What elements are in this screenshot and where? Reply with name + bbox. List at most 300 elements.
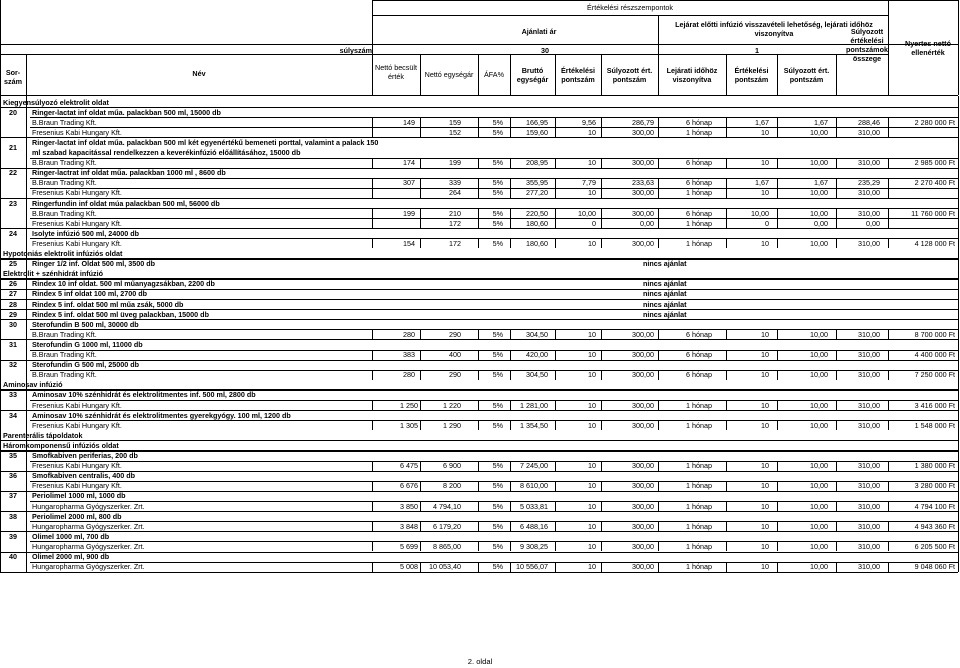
col-divider — [510, 127, 511, 137]
netto-becsult: 6 475 — [400, 461, 418, 471]
col-divider — [726, 188, 727, 198]
brutto: 277,20 — [526, 188, 548, 198]
vendor-name: Fresenius Kabi Hungary Kft. — [32, 188, 122, 198]
row-divider — [0, 390, 958, 391]
lejarat: 1 hónap — [686, 541, 712, 551]
col-divider — [658, 178, 659, 188]
vendor-name: Fresenius Kabi Hungary Kft. — [32, 461, 122, 471]
row-divider — [0, 511, 958, 512]
row-divider — [30, 218, 958, 219]
col-divider — [601, 501, 602, 511]
col-divider — [372, 350, 373, 360]
col-divider — [726, 541, 727, 551]
item-name: Ringer-lactat inf oldat műa. palackban 500 ml, 15000 db — [32, 107, 221, 117]
nyertes-ellenertek: 8 700 000 Ft — [914, 329, 955, 339]
col-divider — [777, 370, 778, 380]
row-divider — [30, 158, 958, 159]
lejarat: 6 hónap — [686, 329, 712, 339]
ertekelesi-1: 10 — [588, 329, 596, 339]
sulyozott-1: 300,00 — [632, 188, 654, 198]
row-divider — [0, 451, 958, 452]
sulyszam-ar: 30 — [541, 46, 549, 55]
item-name: Smofkabiven centralis, 400 db — [32, 471, 136, 481]
col-divider — [777, 117, 778, 127]
header-subgroup-line — [372, 15, 888, 16]
col-divider — [420, 127, 421, 137]
item-number: 40 — [9, 552, 17, 562]
item-name: Rindex 5 inf. oldat 500 ml üveg palackban, 15000 db — [32, 309, 209, 319]
col-divider — [726, 238, 727, 248]
sulyozott-2: 10,00 — [810, 238, 828, 248]
col-divider — [478, 521, 479, 531]
row-divider — [0, 168, 958, 169]
row-divider — [30, 238, 958, 239]
row-divider — [0, 410, 958, 411]
col-divider — [601, 420, 602, 430]
ertekelesi-2: 10 — [761, 158, 769, 168]
sulyozott-2: 1,67 — [814, 117, 828, 127]
col-divider — [888, 562, 889, 572]
brutto: 9 308,25 — [520, 541, 548, 551]
sulyozott-1: 300,00 — [632, 501, 654, 511]
col-divider — [555, 501, 556, 511]
ertekelesi-2: 10 — [761, 481, 769, 491]
col-divider — [726, 501, 727, 511]
col-divider — [420, 501, 421, 511]
brutto: 7 245,00 — [520, 461, 548, 471]
header-netto-becsult: Nettó becsült érték — [375, 63, 417, 81]
col-divider — [836, 420, 837, 430]
col-divider — [836, 521, 837, 531]
lejarat: 1 hónap — [686, 188, 712, 198]
header-afa: ÁFA% — [484, 70, 504, 79]
col-divider — [726, 481, 727, 491]
ertekelesi-1: 10 — [588, 188, 596, 198]
nyertes-ellenertek: 3 416 000 Ft — [914, 400, 955, 410]
col-divider — [555, 117, 556, 127]
row-divider — [0, 339, 958, 340]
col-divider — [888, 420, 889, 430]
col-divider — [420, 370, 421, 380]
sulyozott-2: 10,00 — [810, 158, 828, 168]
sulyozott-osszeg: 310,00 — [858, 238, 880, 248]
lejarat: 1 hónap — [686, 461, 712, 471]
lejarat: 6 hónap — [686, 350, 712, 359]
sulyozott-osszeg: 310,00 — [858, 158, 880, 168]
lejarat: 1 hónap — [686, 521, 712, 531]
col-divider — [478, 541, 479, 551]
col-divider — [420, 420, 421, 430]
sulyozott-osszeg: 310,00 — [858, 541, 880, 551]
col-divider — [658, 117, 659, 127]
col-divider — [836, 562, 837, 572]
brutto: 166,95 — [526, 117, 548, 127]
ertekelesi-2: 10 — [761, 541, 769, 551]
item-name: Ringerfundin inf oldat múa palackban 500 ml, 56000 db — [32, 198, 220, 208]
sulyozott-osszeg: 310,00 — [858, 400, 880, 410]
col-divider — [478, 501, 479, 511]
sulyozott-1: 300,00 — [632, 350, 654, 359]
item-name: Rindex 5 inf oldat 100 ml, 2700 db — [32, 289, 148, 299]
col-divider — [601, 350, 602, 360]
netto-egysegar: 172 — [449, 218, 461, 228]
netto-egysegar: 210 — [449, 208, 461, 218]
sulyozott-osszeg: 310,00 — [858, 420, 880, 430]
col-divider — [726, 400, 727, 410]
item-number: 33 — [9, 390, 17, 400]
sulyozott-1: 300,00 — [632, 420, 654, 430]
header-nyertes: Nyertes nettó ellenérték — [905, 39, 951, 57]
col-divider — [658, 461, 659, 471]
item-name: Periolimel 1000 ml, 1000 db — [32, 491, 126, 501]
col-divider — [777, 481, 778, 491]
lejarat: 6 hónap — [686, 178, 712, 188]
vendor-name: Hungaropharma Gyógyszerker. Zrt. — [32, 521, 145, 531]
netto-egysegar: 264 — [449, 188, 461, 198]
brutto: 5 033,81 — [520, 501, 548, 511]
row-divider — [30, 461, 958, 462]
item-number: 34 — [9, 410, 17, 420]
item-number: 22 — [9, 168, 17, 178]
sulyozott-osszeg: 310,00 — [858, 461, 880, 471]
sulyozott-1: 233,63 — [632, 178, 654, 188]
col-divider — [510, 461, 511, 471]
col-divider — [777, 521, 778, 531]
sulyozott-1: 300,00 — [632, 562, 654, 572]
row-divider — [0, 531, 958, 532]
sulyozott-2: 10,00 — [810, 127, 828, 137]
item-name: Smofkabiven periferias, 200 db — [32, 451, 138, 460]
ertekelesi-1: 9,56 — [582, 117, 596, 127]
col-divider — [601, 370, 602, 380]
vendor-name: B.Braun Trading Kft. — [32, 208, 97, 218]
col-divider — [478, 178, 479, 188]
row-divider — [0, 471, 958, 472]
ertekelesi-1: 10 — [588, 501, 596, 511]
ertekelesi-1: 10 — [588, 127, 596, 137]
item-number: 21 — [9, 143, 17, 152]
sulyozott-1: 300,00 — [632, 208, 654, 218]
item-name: Olimel 2000 ml, 900 db — [32, 552, 110, 561]
col-divider — [726, 127, 727, 137]
netto-egysegar: 1 290 — [443, 420, 461, 430]
col-divider — [836, 208, 837, 218]
col-divider — [478, 420, 479, 430]
col-divider — [478, 127, 479, 137]
col-divider — [726, 420, 727, 430]
sulyozott-osszeg: 310,00 — [858, 329, 880, 339]
sulyozott-1: 300,00 — [632, 541, 654, 551]
sulyozott-2: 10,00 — [810, 481, 828, 491]
sulyozott-1: 300,00 — [632, 370, 654, 380]
netto-becsult: 5 008 — [400, 562, 418, 572]
header-ertekelesi-1: Értékelési pontszám — [561, 66, 595, 84]
netto-becsult: 3 848 — [400, 521, 418, 531]
vendor-name: Hungaropharma Gyógyszerker. Zrt. — [32, 501, 145, 511]
col-divider — [726, 521, 727, 531]
col-divider — [420, 521, 421, 531]
col-divider — [836, 329, 837, 339]
netto-becsult: 149 — [403, 117, 415, 127]
nyertes-ellenertek: 7 250 000 Ft — [914, 370, 955, 380]
nyertes-ellenertek: 1 548 000 Ft — [914, 420, 955, 430]
brutto: 304,50 — [526, 329, 548, 339]
ertekelesi-1: 10 — [588, 481, 596, 491]
netto-egysegar: 4 794,10 — [433, 501, 461, 511]
col-divider — [478, 400, 479, 410]
row-divider — [0, 228, 958, 229]
sulyozott-2: 0,00 — [814, 218, 828, 228]
ertekelesi-1: 10 — [588, 562, 596, 572]
sulyozott-osszeg: 310,00 — [858, 350, 880, 359]
ertekelesi-1: 10 — [588, 238, 596, 248]
row-divider — [0, 319, 958, 320]
brutto: 8 610,00 — [520, 481, 548, 491]
col-divider — [420, 400, 421, 410]
lejarat: 1 hónap — [686, 562, 712, 572]
col-divider — [372, 178, 373, 188]
nyertes-ellenertek: 2 270 400 Ft — [914, 178, 955, 188]
col-divider — [555, 127, 556, 137]
col-divider — [658, 329, 659, 339]
afa: 5% — [492, 158, 503, 168]
row-divider — [0, 198, 958, 199]
row-divider — [30, 350, 958, 351]
item-number: 26 — [9, 279, 17, 289]
nyertes-ellenertek: 4 128 000 Ft — [914, 238, 955, 248]
col-divider — [888, 541, 889, 551]
item-name: Sterofundin G 500 ml, 25000 db — [32, 360, 140, 370]
lejarat: 1 hónap — [686, 501, 712, 511]
item-name: Ringer-lactat inf oldat műa. palackban 500 ml két egyenértékű bemeneti porttal, valamint a palack 150 — [32, 137, 379, 147]
vendor-name: B.Braun Trading Kft. — [32, 350, 97, 359]
col-divider — [420, 350, 421, 360]
col-divider — [555, 208, 556, 218]
sulyozott-osszeg: 0,00 — [866, 218, 880, 228]
col-divider — [601, 127, 602, 137]
header-border-top — [372, 0, 958, 1]
sulyozott-2: 10,00 — [810, 329, 828, 339]
col-divider — [478, 329, 479, 339]
col-divider — [658, 218, 659, 228]
col-divider — [510, 420, 511, 430]
col-divider — [601, 481, 602, 491]
col-divider — [478, 461, 479, 471]
ertekelesi-2: 10 — [761, 370, 769, 380]
ertekelesi-1: 7,79 — [582, 178, 596, 188]
vendor-name: Fresenius Kabi Hungary Kft. — [32, 481, 122, 491]
header-brutto: Bruttó egységár — [516, 66, 549, 84]
afa: 5% — [492, 238, 503, 248]
section-heading: Aminosav infúzió — [3, 380, 63, 390]
col-divider — [658, 481, 659, 491]
netto-egysegar: 339 — [449, 178, 461, 188]
netto-egysegar: 6 900 — [443, 461, 461, 471]
ertekelesi-1: 10 — [588, 158, 596, 168]
sulyozott-2: 10,00 — [810, 350, 828, 359]
no-offer-note: nincs ajánlat — [643, 259, 687, 269]
col-divider — [478, 350, 479, 360]
col-divider — [726, 329, 727, 339]
col-divider — [658, 238, 659, 248]
col-divider — [888, 208, 889, 218]
brutto: 180,60 — [526, 238, 548, 248]
lejarat: 6 hónap — [686, 158, 712, 168]
sulyozott-osszeg: 310,00 — [858, 501, 880, 511]
row-divider — [0, 279, 958, 280]
nyertes-ellenertek: 3 280 000 Ft — [914, 481, 955, 491]
ertekelesi-2: 10 — [761, 238, 769, 248]
col-divider — [601, 541, 602, 551]
header-sulyozott-2: Súlyozott ért. pontszám — [783, 66, 830, 84]
sulyozott-1: 300,00 — [632, 461, 654, 471]
ertekelesi-1: 10 — [588, 420, 596, 430]
sulyozott-2: 10,00 — [810, 461, 828, 471]
item-number: 20 — [9, 107, 17, 117]
col-divider — [555, 541, 556, 551]
col-divider — [658, 350, 659, 360]
col-divider — [372, 562, 373, 572]
col-divider — [777, 541, 778, 551]
header-nev: Név — [192, 69, 206, 78]
netto-becsult: 383 — [403, 350, 415, 359]
ertekelesi-1: 10 — [588, 370, 596, 380]
col-divider — [372, 158, 373, 168]
afa: 5% — [492, 400, 503, 410]
col-divider — [601, 329, 602, 339]
nyertes-ellenertek: 4 794 100 Ft — [914, 501, 955, 511]
row-divider — [0, 299, 958, 300]
item-number: 32 — [9, 360, 17, 370]
col-divider — [555, 420, 556, 430]
item-name-cont: ml szabad kapacitással rendelkezzen a keverékinfúzió előállításához, 15000 db — [32, 148, 301, 157]
col-divider — [726, 117, 727, 127]
col-divider — [888, 461, 889, 471]
col-divider — [420, 481, 421, 491]
col-divider — [420, 188, 421, 198]
nyertes-ellenertek: 2 985 000 Ft — [914, 158, 955, 168]
row-divider — [30, 188, 958, 189]
afa: 5% — [492, 127, 503, 137]
col-divider — [372, 208, 373, 218]
col-divider — [726, 178, 727, 188]
col-divider — [726, 208, 727, 218]
netto-becsult: 6 676 — [400, 481, 418, 491]
sulyozott-1: 300,00 — [632, 127, 654, 137]
col-divider — [836, 238, 837, 248]
col-divider — [836, 117, 837, 127]
sulyozott-osszeg: 310,00 — [858, 370, 880, 380]
brutto: 355,95 — [526, 178, 548, 188]
col-divider — [658, 158, 659, 168]
col-divider — [836, 178, 837, 188]
col-divider — [510, 238, 511, 248]
afa: 5% — [492, 329, 503, 339]
col-divider — [420, 117, 421, 127]
nyertes-ellenertek: 9 048 060 Ft — [914, 562, 955, 572]
col-divider — [420, 178, 421, 188]
row-divider — [0, 491, 958, 492]
item-number: 39 — [9, 531, 17, 541]
row-divider — [0, 107, 958, 108]
afa: 5% — [492, 481, 503, 491]
col-divider — [420, 238, 421, 248]
row-divider — [30, 521, 958, 522]
col-divider — [510, 541, 511, 551]
col-divider — [777, 178, 778, 188]
table-bottom — [0, 572, 958, 573]
col-divider — [777, 188, 778, 198]
col-divider — [777, 420, 778, 430]
col-divider — [888, 127, 889, 137]
header-border-bottom — [0, 95, 958, 96]
col-divider — [777, 562, 778, 572]
col-divider — [478, 117, 479, 127]
sulyozott-osszeg: 310,00 — [858, 481, 880, 491]
col-divider — [888, 117, 889, 127]
col-divider — [372, 238, 373, 248]
col-divider — [658, 188, 659, 198]
netto-becsult: 199 — [403, 208, 415, 218]
header-lejarat: Lejárat előtti infúzió visszavételi lehetőség, lejárati időhöz viszonyítva — [675, 20, 873, 38]
nyertes-ellenertek: 6 205 500 Ft — [914, 541, 955, 551]
sulyozott-1: 286,79 — [632, 117, 654, 127]
ertekelesi-1: 10 — [588, 461, 596, 471]
col-divider — [601, 218, 602, 228]
sulyozott-osszeg: 310,00 — [858, 521, 880, 531]
vendor-name: B.Braun Trading Kft. — [32, 178, 97, 188]
col-divider — [726, 350, 727, 360]
section-heading: Elektrolit + szénhidrát infúzió — [3, 269, 104, 279]
col-divider — [478, 481, 479, 491]
col-divider — [555, 188, 556, 198]
col-divider — [601, 562, 602, 572]
sulyozott-osszeg: 310,00 — [858, 127, 880, 137]
netto-egysegar: 199 — [449, 158, 461, 168]
vendor-name: B.Braun Trading Kft. — [32, 329, 97, 339]
afa: 5% — [492, 420, 503, 430]
ertekelesi-2: 10 — [761, 562, 769, 572]
vendor-name: B.Braun Trading Kft. — [32, 158, 97, 168]
ertekelesi-2: 10 — [761, 461, 769, 471]
row-divider — [30, 208, 958, 209]
netto-becsult: 280 — [403, 329, 415, 339]
no-offer-note: nincs ajánlat — [643, 289, 687, 299]
item-number: 38 — [9, 511, 17, 521]
nyertes-ellenertek: 4 943 360 Ft — [914, 521, 955, 531]
vendor-name: Hungaropharma Gyógyszerker. Zrt. — [32, 541, 145, 551]
col-divider — [601, 117, 602, 127]
item-name: Isolyte infúzió 500 ml, 24000 db — [32, 228, 140, 238]
col-divider — [888, 521, 889, 531]
sulyozott-1: 300,00 — [632, 400, 654, 410]
netto-becsult: 5 699 — [400, 541, 418, 551]
col-divider — [836, 541, 837, 551]
row-divider — [0, 309, 958, 310]
col-divider — [888, 178, 889, 188]
col-divider — [836, 218, 837, 228]
col-divider — [510, 370, 511, 380]
brutto: 180,60 — [526, 218, 548, 228]
sulyozott-2: 10,00 — [810, 562, 828, 572]
col-divider — [420, 461, 421, 471]
vendor-name: Hungaropharma Gyógyszerker. Zrt. — [32, 562, 145, 572]
sulyozott-1: 300,00 — [632, 481, 654, 491]
nyertes-ellenertek: 11 760 000 Ft — [911, 208, 955, 218]
col-divider — [658, 420, 659, 430]
row-divider — [30, 541, 958, 542]
item-number: 36 — [9, 471, 17, 481]
